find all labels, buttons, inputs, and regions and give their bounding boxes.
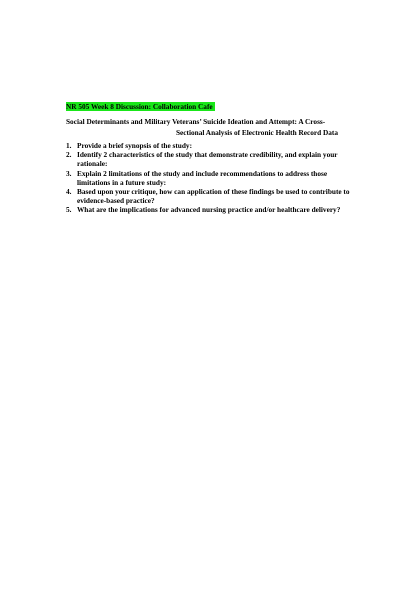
article-title-line-1: Social Determinants and Military Veterans’ Suicide Ideation and Attempt: A Cross- (66, 117, 326, 126)
question-item (66, 205, 356, 214)
question-number: 1. (66, 141, 72, 150)
question-list (66, 141, 356, 215)
question-number: 5. (66, 205, 72, 215)
question-number: 4. (66, 187, 72, 197)
question-text: Based upon your critique, how can application of these findings be used to contribute to evidence-based practice? (77, 187, 350, 206)
question-item (66, 141, 356, 150)
question-item (66, 187, 356, 205)
article-title (66, 117, 356, 138)
document-heading (66, 102, 215, 112)
question-text: Explain 2 limitations of the study and include recommendations to address those limitations in a future study: (77, 168, 328, 187)
question-item (66, 169, 356, 187)
highlighted-heading-text: NR 505 Week 8 Discussion: Collaboration Cafe (66, 102, 213, 111)
question-number: 2. (66, 150, 72, 160)
article-title-line-2: Sectional Analysis of Electronic Health Record Data (176, 127, 339, 137)
question-item (66, 150, 356, 168)
question-text: Provide a brief synopsis of the study: (77, 141, 193, 150)
question-number: 3. (66, 168, 72, 178)
question-text: What are the implications for advanced nursing practice and/or healthcare delivery? (77, 205, 341, 215)
question-text: Identify 2 characteristics of the study that demonstrate credibility, and explain your rationale: (77, 150, 338, 169)
